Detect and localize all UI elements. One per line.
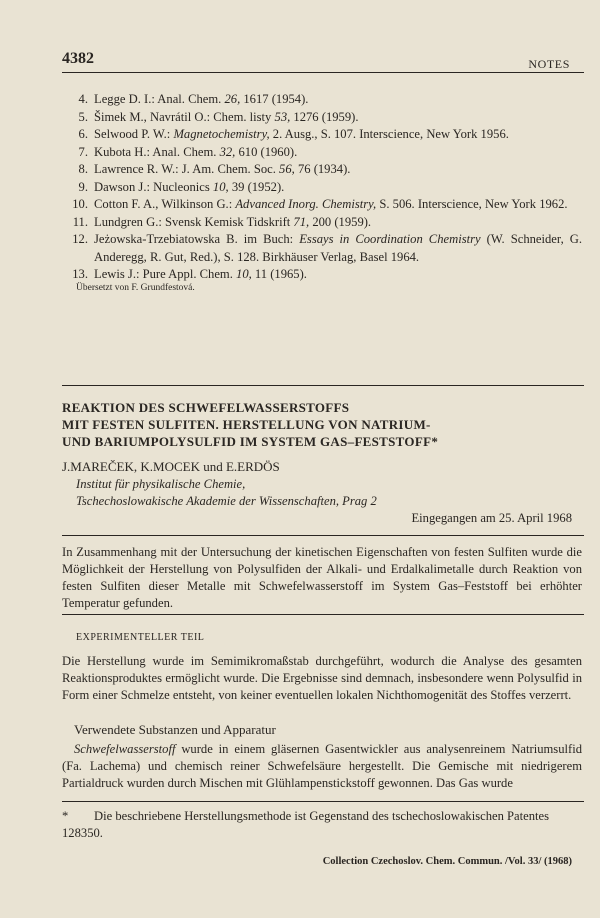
reference-number: 5. xyxy=(78,109,88,124)
body-paragraph xyxy=(62,741,582,792)
reference-number: 4. xyxy=(78,92,88,106)
reference-item xyxy=(62,91,582,109)
reference-item xyxy=(62,144,582,162)
reference-number: 9. xyxy=(78,179,88,194)
reference-item xyxy=(62,266,582,284)
title-line: MIT FESTEN SULFITEN. HERSTELLUNG VON NATRIUM- xyxy=(62,417,431,432)
reference-text: Jeżowska-Trzebiatowska B. im Buch: Essays in Coordination Chemistry (W. Schneider, G. Anderegg, R. Gut, Red.), S. 128. Birkhäuser Verlag, Basel 1964. xyxy=(94,232,583,264)
reference-text: Dawson J.: Nucleonics 10, 39 (1952). xyxy=(94,179,285,194)
reference-item xyxy=(62,214,582,232)
subsection-heading: Verwendete Substanzen und Apparatur xyxy=(74,722,276,737)
reference-item xyxy=(62,126,582,144)
footnote-marker: * xyxy=(62,809,69,823)
page-number: 4382 xyxy=(62,50,94,67)
reference-item xyxy=(62,196,582,214)
article-institute xyxy=(76,476,377,510)
article-separator-rule xyxy=(62,385,584,386)
section-heading: EXPERIMENTELLER TEIL xyxy=(76,632,205,643)
reference-number: 12. xyxy=(72,232,88,246)
abstract-top-rule xyxy=(62,535,584,536)
reference-text: Legge D. I.: Anal. Chem. 26, 1617 (1954). xyxy=(94,92,309,106)
section-paragraph: Die Herstellung wurde im Semimikromaßstab durchgeführt, wodurch die Analyse des gesamten Reaktionsproduktes ermöglicht wurde. Die Ergebnisse sind demnach, insbesondere wenn Polysulfid in Form einer Schmelze entsteht, von keiner eventuellen lokalen Nichthomogenität des Stoffes verzerrt. xyxy=(62,654,582,702)
reference-item xyxy=(62,179,582,197)
reference-text: Kubota H.: Anal. Chem. 32, 610 (1960). xyxy=(94,144,298,159)
italic-term: Schwefelwasserstoff xyxy=(74,742,176,756)
header-rule xyxy=(62,72,584,73)
reference-list xyxy=(62,91,582,284)
reference-number: 7. xyxy=(78,144,88,159)
translator-note: Übersetzt von F. Grundfestová. xyxy=(76,283,195,293)
reference-text: Cotton F. A., Wilkinson G.: Advanced Inorg. Chemistry, S. 506. Interscience, New York 1962. xyxy=(94,197,568,211)
footnote-text: Die beschriebene Herstellungsmethode ist Gegenstand des tschechoslowakischen Patentes 128350. xyxy=(62,809,549,840)
reference-number: 10. xyxy=(72,197,88,211)
reference-item xyxy=(62,109,582,127)
reference-text: Lawrence R. W.: J. Am. Chem. Soc. 56, 76 (1934). xyxy=(94,162,351,176)
institute-line: Institut für physikalische Chemie, xyxy=(76,477,246,491)
reference-number: 13. xyxy=(72,267,88,281)
title-line: UND BARIUMPOLYSULFID IM SYSTEM GAS–FESTSTOFF* xyxy=(62,434,439,449)
received-date: Eingegangen am 25. April 1968 xyxy=(411,511,572,525)
article-authors: J.MAREČEK, K.MOCEK und E.ERDÖS xyxy=(62,459,280,474)
reference-text: Lundgren G.: Svensk Kemisk Tidskrift 71, 200 (1959). xyxy=(94,214,372,229)
reference-number: 8. xyxy=(78,162,88,176)
footnote xyxy=(62,808,582,842)
reference-text: Šimek M., Navrátil O.: Chem. listy 53, 1276 (1959). xyxy=(94,109,359,124)
institute-line: Tschechoslowakische Akademie der Wissenschaften, Prag 2 xyxy=(76,494,377,508)
article-title xyxy=(62,399,438,450)
title-line: REAKTION DES SCHWEFELWASSERSTOFFS xyxy=(62,400,350,415)
footnote-rule xyxy=(62,801,584,802)
section-label: NOTES xyxy=(528,57,570,71)
abstract-bottom-rule xyxy=(62,614,584,615)
reference-item xyxy=(62,231,582,266)
reference-number: 11. xyxy=(72,214,88,229)
abstract-paragraph: In Zusammenhang mit der Untersuchung der kinetischen Eigenschaften von festen Sulfiten wurde die Möglichkeit der Herstellung von Polysulfiden der Alkali- und Erdalkalimetalle durch Reaktion von festen Sulfiten dieser Metalle mit Schwefelwasserstoff im System Gas–Feststoff bei erhöhter Temperatur gefunden. xyxy=(62,545,582,610)
reference-number: 6. xyxy=(78,127,88,141)
reference-item xyxy=(62,161,582,179)
reference-text: Selwood P. W.: Magnetochemistry, 2. Ausg., S. 107. Interscience, New York 1956. xyxy=(94,127,509,141)
paragraph-text: wurde in einem gläsernen Gasentwickler aus analysenreinem Natriumsulfid (Fa. Lachema) und chemisch reiner Schwefelsäure hergestellt. Die Gemische mit niedrigerem Partialdruck wurden durch Mischen mit Glühlampenstickstoff gewonnen. Das Gas wurde xyxy=(62,742,582,790)
journal-footer: Collection Czechoslov. Chem. Commun. /Vol. 33/ (1968) xyxy=(322,856,572,867)
reference-text: Lewis J.: Pure Appl. Chem. 10, 11 (1965). xyxy=(94,267,307,281)
